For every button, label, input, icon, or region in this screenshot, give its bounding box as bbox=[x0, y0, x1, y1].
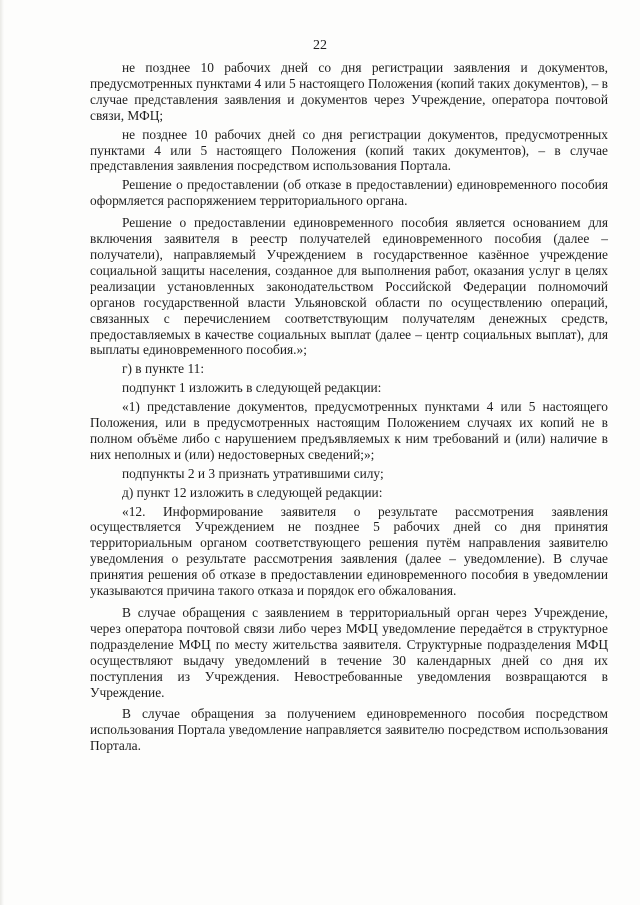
paragraph-item-g: г) в пункте 11: bbox=[122, 361, 205, 377]
paragraph-mfc-delivery: В случае обращения с заявлением в территориальный орган через Учреждение, через оператора почтовой связи либо через МФЦ уведомление передаётся в структурное подразделение МФЦ по месту жительства заявителя. Структурные подразделения МФЦ осуществляют выдачу уведомлений в течение 30 календарных дней со дня их поступления из Учреждения. Невостребованные уведомления возвращаются в Учреждение. bbox=[90, 605, 608, 700]
paragraph-decision-registry: Решение о предоставлении единовременного пособия является основанием для включения заявителя в реестр получателей единовременного пособия (далее – получатели), направляемый Учреждением в государственное казённое учреждение социальной защиты населения, созданное для выполнения работ, оказания услуг в целях реализации установленных законодательством Российской Федерации полномочий органов государственной власти Ульяновской области по осуществлению операций, связанных с перечислением соответствующим получателям денежных средств, предоставляемых в качестве социальных выплат (далее – центр социальных выплат), для выплаты единовременного пособия.»; bbox=[90, 215, 608, 358]
paragraph-subitems-repealed: подпункты 2 и 3 признать утратившими силу; bbox=[122, 465, 384, 481]
paragraph-point-12: «12. Информирование заявителя о результате рассмотрения заявления осуществляется Учреждением не позднее 5 рабочих дней со дня принятия территориальным органом соответствующего решения путём направления заявителю уведомления о результате рассмотрения заявления (далее – уведомление). В случае принятия решения об отказе в предоставлении единовременного пособия в уведомлении указываются причина такого отказа и порядок его обжалования. bbox=[90, 503, 608, 599]
scan-edge bbox=[0, 0, 4, 905]
paragraph-item-d: д) пункт 12 изложить в следующей редакции: bbox=[122, 484, 383, 500]
paragraph-decision-form: Решение о предоставлении (об отказе в предоставлении) единовременного пособия оформляется распоряжением территориального органа. bbox=[90, 177, 608, 209]
paragraph-deadline-office: не позднее 10 рабочих дней со дня регистрации заявления и документов, предусмотренных пунктами 4 или 5 настоящего Положения (копий таких документов), – в случае представления заявления и документов через Учреждение, оператора почтовой связи, МФЦ; bbox=[90, 60, 608, 123]
page-number: 22 bbox=[313, 38, 327, 53]
paragraph-deadline-portal: не позднее 10 рабочих дней со дня регистрации документов, предусмотренных пунктами 4 или 5 настоящего Положения (копий таких документов), – в случае представления заявления посредством использования Портала. bbox=[90, 126, 608, 174]
document-body bbox=[90, 60, 608, 757]
paragraph-portal-notice: В случае обращения за получением единовременного пособия посредством использования Портала уведомление направляется заявителю посредством использования Портала. bbox=[90, 706, 608, 754]
paragraph-subitem-1-intro: подпункт 1 изложить в следующей редакции: bbox=[122, 380, 382, 396]
paragraph-subitem-1: «1) представление документов, предусмотренных пунктами 4 или 5 настоящего Положения, или в предусмотренных настоящим Положением случаях их копий не в полном объёме либо с нарушением предъявляемых к ним требований и (или) наличие в них неполных и (или) недостоверных сведений;»; bbox=[90, 399, 608, 462]
